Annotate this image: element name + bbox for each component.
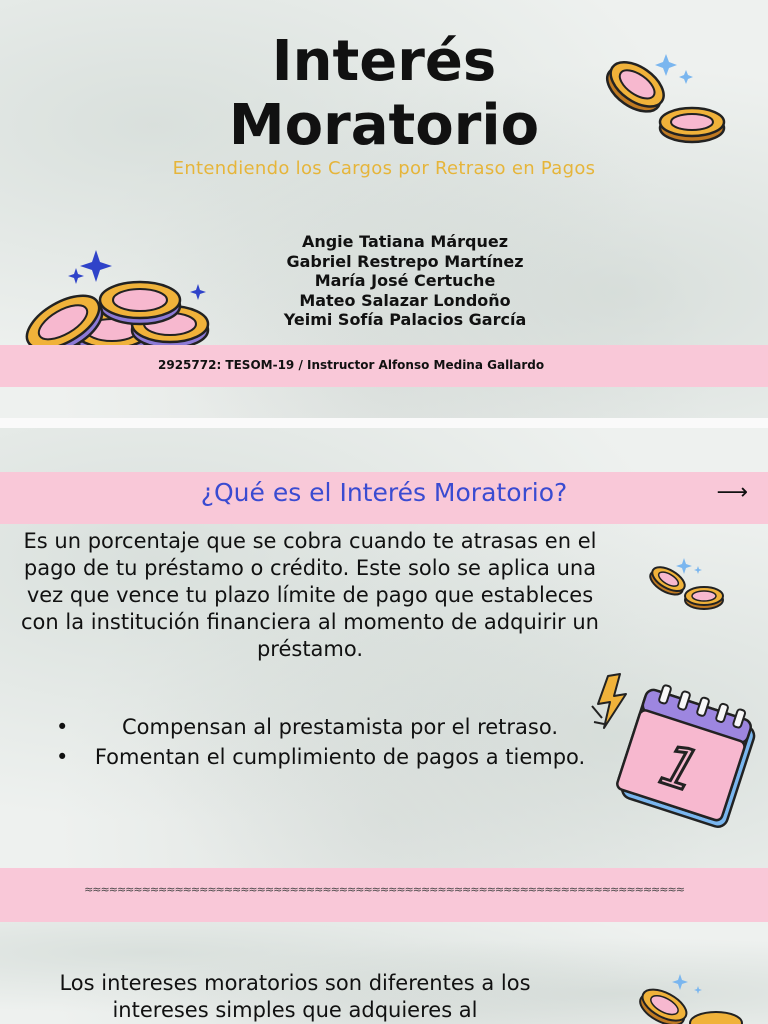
calendar-number: 1 [652, 732, 707, 806]
slide-gap [0, 418, 768, 428]
sparkle-icon [676, 558, 702, 574]
author: Yeimi Sofía Palacios García [283, 310, 527, 329]
sparkle-icon [672, 974, 702, 994]
wavy-divider: ≈≈≈≈≈≈≈≈≈≈≈≈≈≈≈≈≈≈≈≈≈≈≈≈≈≈≈≈≈≈≈≈≈≈≈≈≈≈≈≈≈≈≈≈≈≈≈≈≈≈≈≈≈≈≈≈≈≈≈≈≈≈≈≈≈≈≈≈≈≈≈≈≈ [84, 883, 684, 896]
author: María José Certuche [314, 271, 496, 290]
definition-slide [0, 428, 768, 868]
list-item: • Fomentan el cumplimiento de pagos a tiempo. [40, 744, 600, 771]
coins-icon [636, 970, 746, 1024]
subtitle: Entendiendo los Cargos por Retraso en Pagos [172, 158, 596, 179]
coins-icon [600, 50, 740, 150]
title-slide [0, 0, 768, 418]
comparison-paragraph: Los intereses moratorios son diferentes a los intereses simples que adquieres al [59, 971, 531, 1022]
bullet-list [40, 714, 600, 774]
section-heading: ¿Qué es el Interés Moratorio? [200, 478, 568, 507]
author: Angie Tatiana Márquez [301, 232, 509, 251]
comparison-slide [0, 922, 768, 1024]
info-band [0, 345, 768, 387]
course-info: 2925772: TESOM-19 / Instructor Alfonso Medina Gallardo [158, 358, 545, 372]
list-item: • Compensan al prestamista por el retraso. [40, 714, 600, 741]
authors-list [215, 232, 595, 330]
calendar-icon [588, 666, 758, 841]
lightning-icon [592, 674, 626, 728]
arrow-right-icon: ⟶ [716, 480, 748, 505]
coins-icon [648, 556, 728, 616]
sparkle-icon [655, 54, 693, 84]
author: Gabriel Restrepo Martínez [286, 251, 524, 271]
author: Mateo Salazar Londoño [299, 290, 511, 310]
definition-paragraph: Es un porcentaje que se cobra cuando te atrasas en el pago de tu préstamo o crédito. Este solo se aplica una vez que vence tu plazo límite de pago que estableces con la institución financiera al momento de adquirir un préstamo. [21, 529, 599, 661]
title-line-1: Interés [271, 29, 497, 94]
title-line-2: Moratorio [228, 93, 540, 158]
